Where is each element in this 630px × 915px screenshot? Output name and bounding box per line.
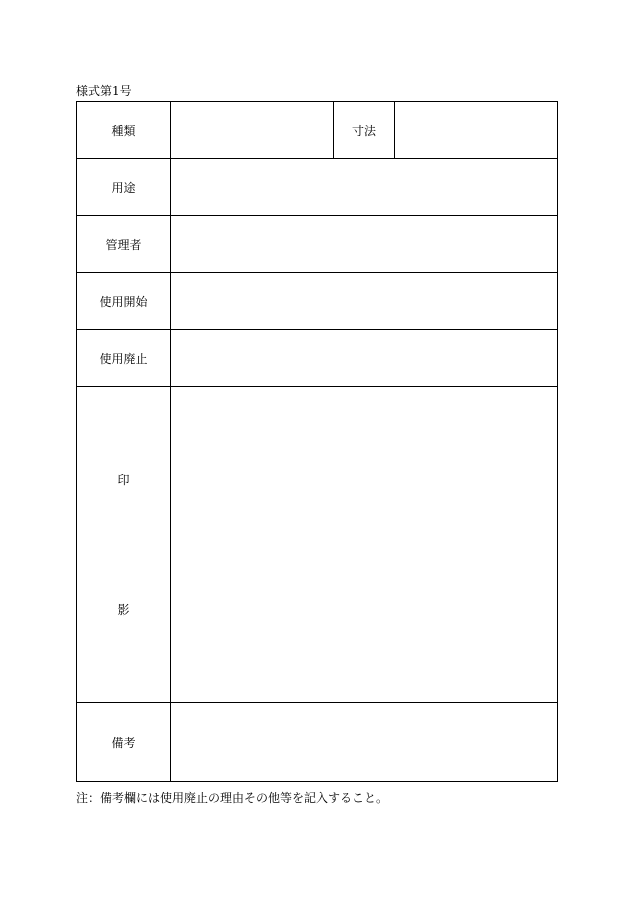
manager-row: [77, 216, 558, 273]
use-start-label: 使用開始: [77, 273, 171, 330]
purpose-row: [77, 159, 558, 216]
seal-label-top: 印: [117, 473, 130, 487]
form-number: 様式第1号: [76, 84, 132, 98]
remarks-row: [77, 703, 558, 782]
footnote: 注：備考欄には使用廃止の理由その他等を記入すること。: [76, 791, 389, 805]
seal-register-table: [76, 101, 558, 782]
use-start-row: [77, 273, 558, 330]
use-end-row: [77, 330, 558, 387]
use-end-label: 使用廃止: [77, 330, 171, 387]
purpose-field[interactable]: [171, 159, 558, 216]
manager-label: 管理者: [77, 216, 171, 273]
type-label: 種類: [77, 102, 171, 159]
type-row: [77, 102, 558, 159]
size-label: 寸法: [334, 102, 395, 159]
remarks-field[interactable]: [171, 703, 558, 782]
manager-field[interactable]: [171, 216, 558, 273]
size-field[interactable]: [395, 102, 558, 159]
purpose-label: 用途: [77, 159, 171, 216]
use-start-field[interactable]: [171, 273, 558, 330]
seal-impression-label: [77, 387, 171, 703]
use-end-field[interactable]: [171, 330, 558, 387]
remarks-label: 備考: [77, 703, 171, 782]
type-field[interactable]: [171, 102, 334, 159]
seal-label-bottom: 影: [117, 603, 130, 617]
seal-impression-row: [77, 387, 558, 703]
seal-impression-field[interactable]: [171, 387, 558, 703]
